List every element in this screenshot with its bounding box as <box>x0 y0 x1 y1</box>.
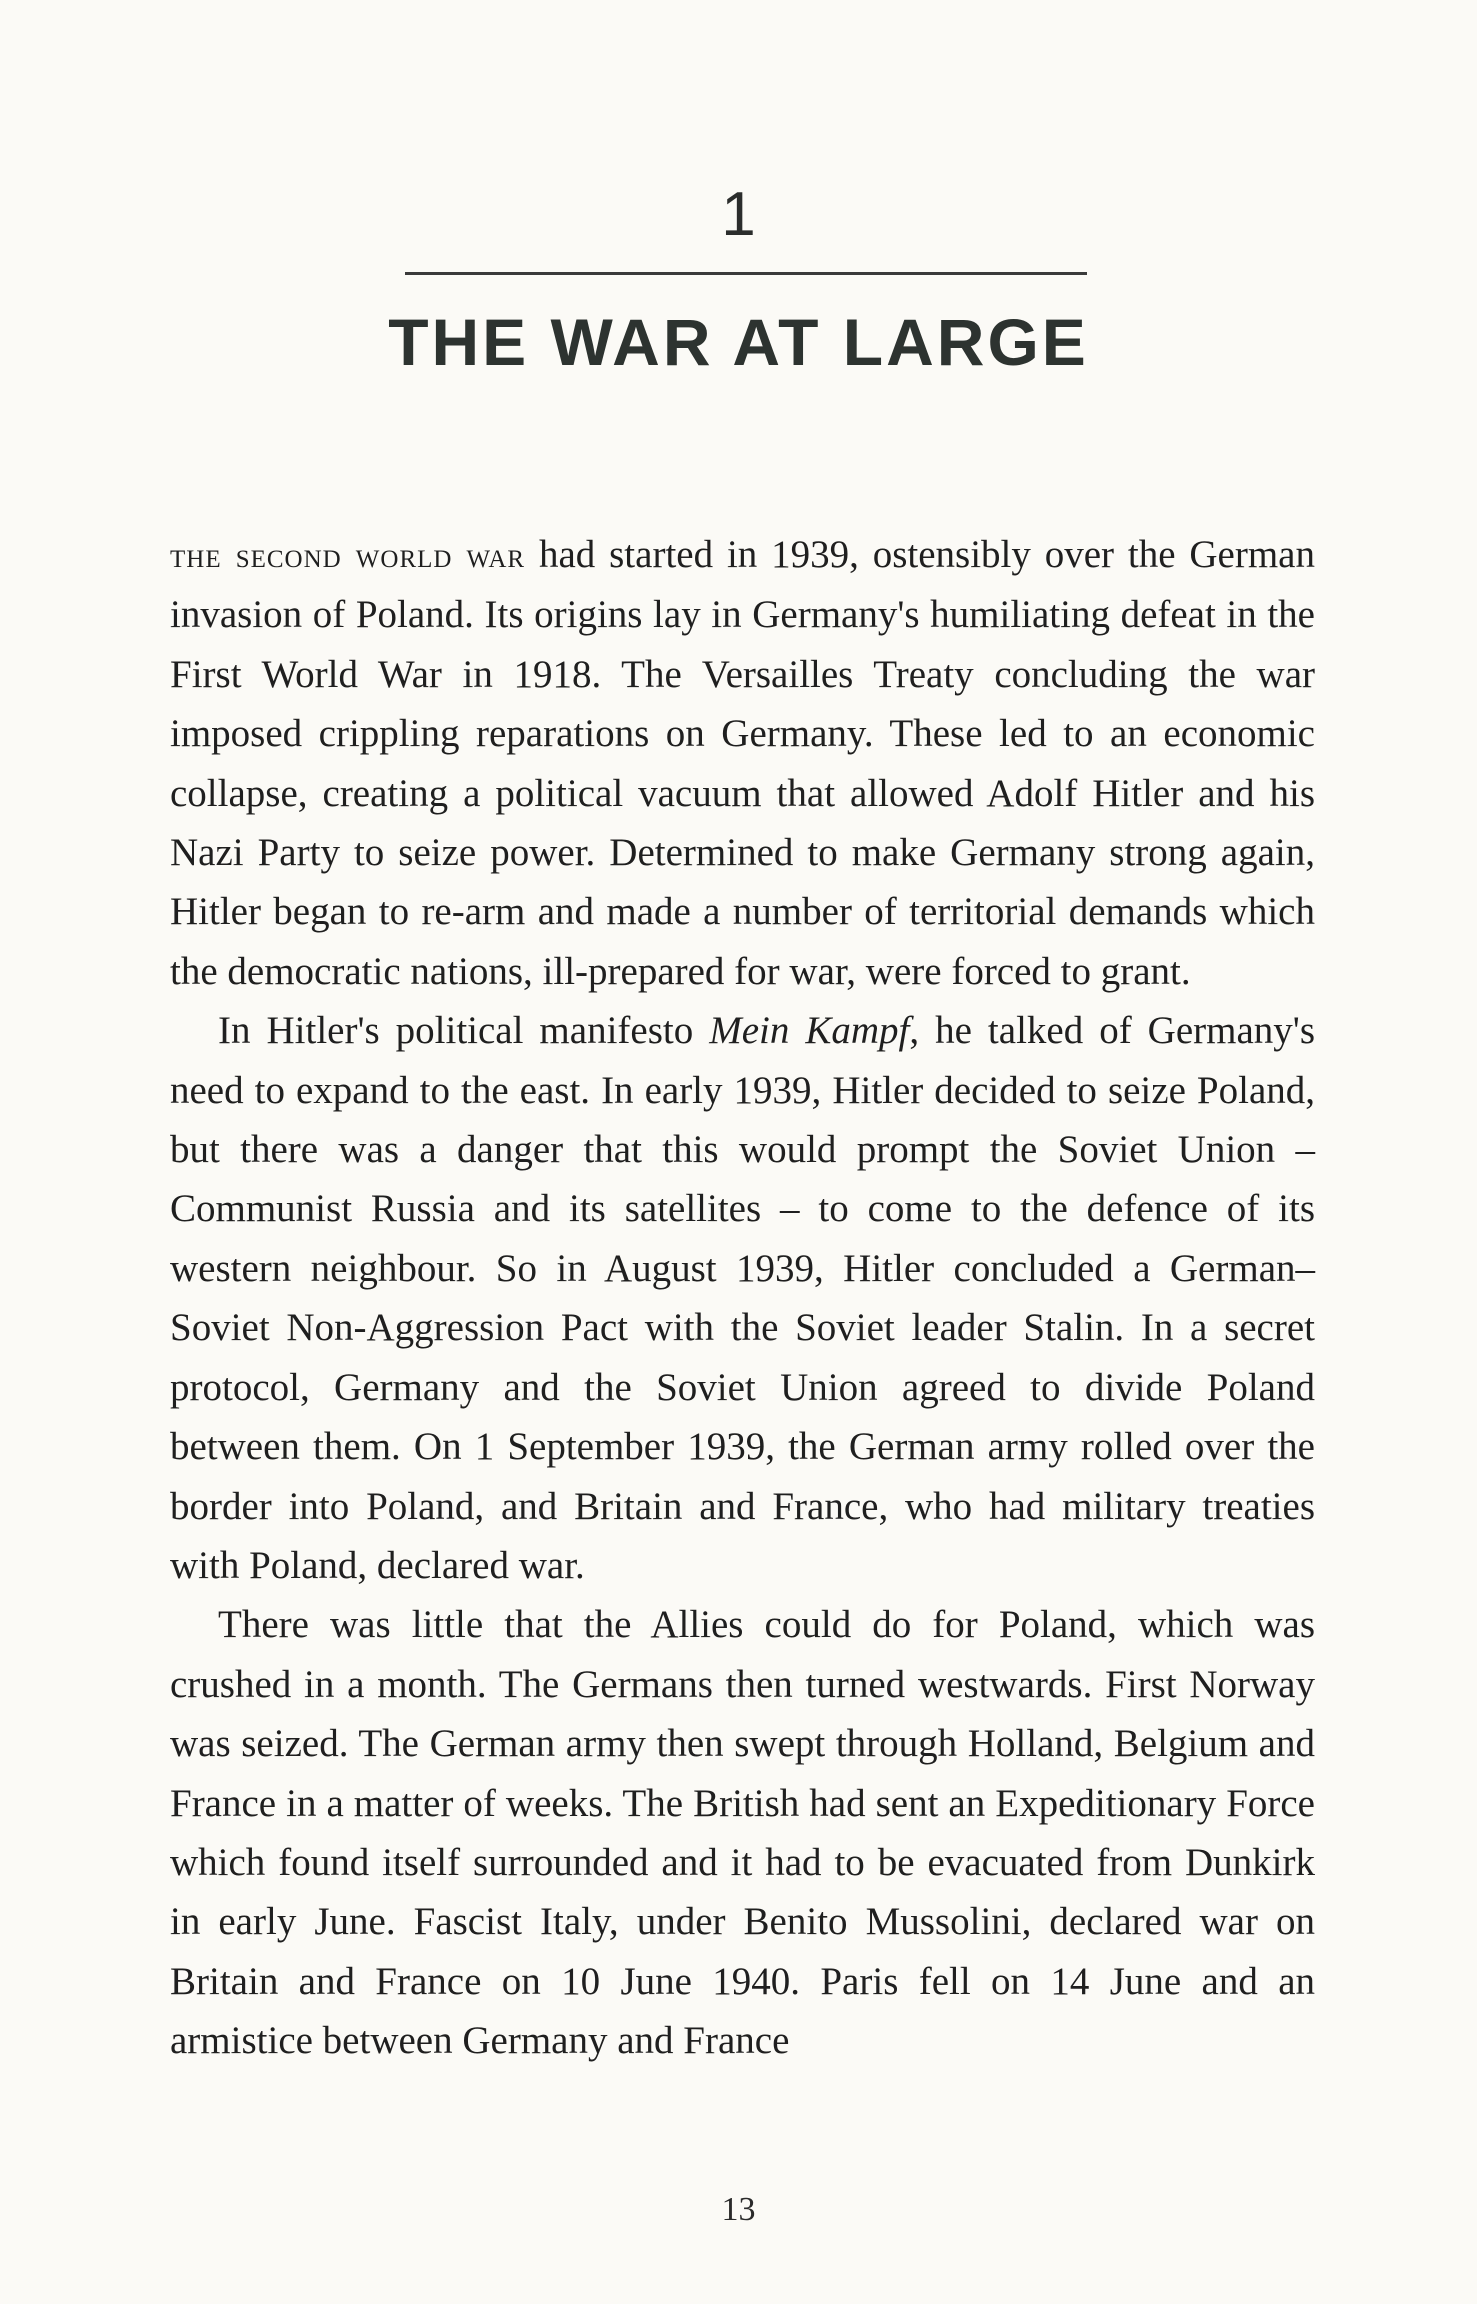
book-title-mein-kampf: Mein Kampf <box>709 1009 910 1053</box>
chapter-divider <box>405 272 1087 275</box>
paragraph-1 <box>170 525 1315 1001</box>
paragraph-1-lead: the second world war <box>170 535 526 575</box>
body-text <box>170 525 1315 2071</box>
paragraph-2-text-end: , he talked of Germany's need to expand to the east. In early 1939, Hitler decided to seize Poland, but there was a danger that this would prompt the Soviet Union – Communist Russia and its satellites – to come to the defence of its western neighbour. So in August 1939, Hitler concluded a German–Soviet Non-Aggression Pact with the Soviet leader Stalin. In a secret protocol, Germany and the Soviet Union agreed to divide Poland between them. On 1 September 1939, the German army rolled over the border into Poland, and Britain and France, who had military treaties with Poland, declared war. <box>170 1009 1315 1587</box>
paragraph-1-text: had started in 1939, ostensibly over the German invasion of Poland. Its origins lay in Germany's humiliating defeat in the First World War in 1918. The Versailles Treaty concluding the war imposed crippling reparations on Germany. These led to an economic collapse, creating a political vacuum that allowed Adolf Hitler and his Nazi Party to seize power. Determined to make Germany strong again, Hitler began to re-arm and made a number of territorial demands which the democratic nations, ill-​prepared for war, were forced to grant. <box>170 533 1315 993</box>
paragraph-3-text: There was little that the Allies could do for Poland, which was crushed in a month. The Germans then turned westwards. First Norway was seized. The German army then swept through Holland, Belgium and France in a matter of weeks. The British had sent an Expeditionary Force which found itself surrounded and it had to be evacuated from Dunkirk in early June. Fascist Italy, under Benito Mussolini, declared war on Britain and France on 10 June 1940. Paris fell on 14 June and an armistice between Germany and France <box>170 1603 1315 2063</box>
chapter-title: THE WAR AT LARGE <box>388 305 1089 379</box>
paragraph-3 <box>170 1595 1315 2070</box>
paragraph-2 <box>170 1001 1315 1595</box>
chapter-number: 1 <box>721 180 756 249</box>
paragraph-2-text-start: In Hitler's political manifesto <box>218 1009 710 1053</box>
page-number: 13 <box>721 2191 756 2228</box>
